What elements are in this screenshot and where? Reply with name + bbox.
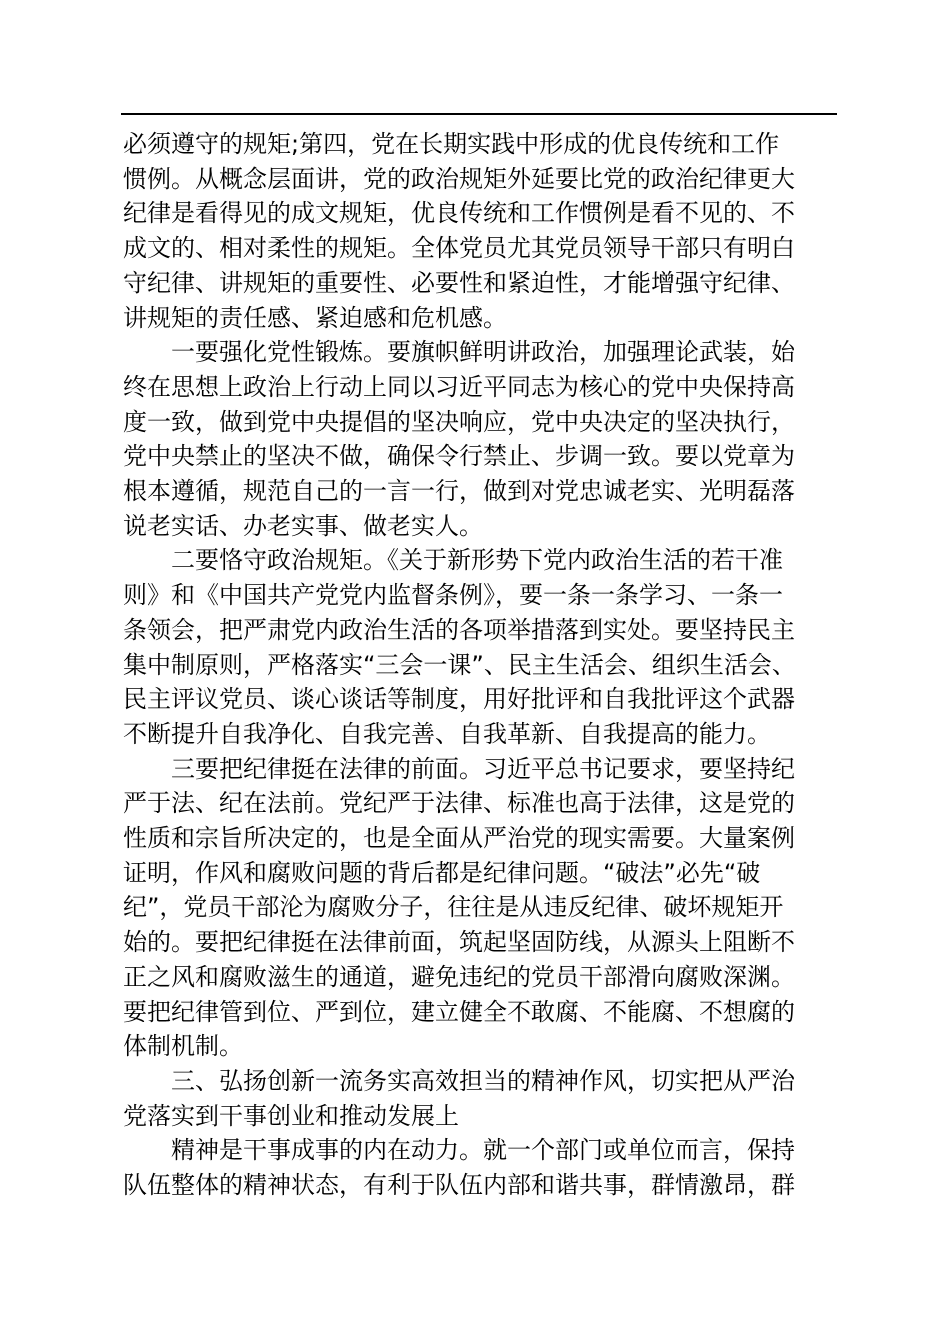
- text-line: 党落实到干事创业和推动发展上: [123, 1101, 459, 1130]
- text-line: 证明，作风和腐败问题的背后都是纪律问题。“破法”必先“破: [123, 858, 761, 887]
- text-line: 必须遵守的规矩;第四，党在长期实践中形成的优良传统和工作: [123, 130, 780, 158]
- text-line: 队伍整体的精神状态，有利于队伍内部和谐共事，群情激昂，群: [123, 1171, 795, 1199]
- text-line: 终在思想上政治上行动上同以习近平同志为核心的党中央保持高: [123, 372, 795, 401]
- text-line: 度一致，做到党中央提倡的坚决响应，党中央决定的坚决执行，: [123, 407, 795, 436]
- text-line: 惯例。从概念层面讲，党的政治规矩外延要比党的政治纪律更大: [123, 164, 795, 193]
- text-line: 严于法、纪在法前。党纪严于法律、标准也高于法律，这是党的: [123, 789, 795, 818]
- text-line: 民主评议党员、谈心谈话等制度，用好批评和自我批评这个武器: [123, 685, 795, 714]
- text-line: 正之风和腐败滋生的通道，避免违纪的党员干部滑向腐败深渊。: [123, 962, 795, 991]
- text-line: 不断提升自我净化、自我完善、自我革新、自我提高的能力。: [123, 719, 771, 748]
- text-line: 讲规矩的责任感、紧迫感和危机感。: [123, 303, 507, 332]
- header-rule: [121, 113, 837, 115]
- text-line: 一要强化党性锻炼。要旗帜鲜明讲政治，加强理论武装，始: [171, 338, 795, 367]
- text-line: 纪律是看得见的成文规矩，优良传统和工作惯例是看不见的、不: [123, 199, 795, 228]
- text-line: 成文的、相对柔性的规矩。全体党员尤其党员领导干部只有明白: [123, 234, 795, 263]
- text-line: 精神是干事成事的内在动力。就一个部门或单位而言，保持: [171, 1136, 795, 1165]
- text-line: 条领会，把严肃党内政治生活的各项举措落到实处。要坚持民主: [123, 615, 795, 644]
- text-line: 三、弘扬创新一流务实高效担当的精神作风，切实把从严治: [171, 1066, 795, 1095]
- text-line: 体制机制。: [123, 1032, 243, 1061]
- text-line: 始的。要把纪律挺在法律前面，筑起坚固防线，从源头上阻断不: [123, 928, 795, 957]
- text-line: 要把纪律管到位、严到位，建立健全不敢腐、不能腐、不想腐的: [123, 997, 795, 1026]
- text-line: 则》和《中国共产党党内监督条例》，要一条一条学习、一条一: [123, 581, 783, 610]
- text-line: 性质和宗旨所决定的，也是全面从严治党的现实需要。大量案例: [123, 824, 795, 852]
- text-line: 说老实话、办老实事、做老实人。: [123, 511, 483, 540]
- text-line: 守纪律、讲规矩的重要性、必要性和紧迫性，才能增强守纪律、: [123, 268, 795, 297]
- text-line: 党中央禁止的坚决不做，确保令行禁止、步调一致。要以党章为: [123, 442, 795, 471]
- text-line: 三要把纪律挺在法律的前面。习近平总书记要求，要坚持纪: [171, 754, 795, 783]
- text-line: 纪”，党员干部沦为腐败分子，往往是从违反纪律、破坏规矩开: [123, 893, 784, 922]
- text-line: 根本遵循，规范自己的一言一行，做到对党忠诚老实、光明磊落: [123, 477, 795, 505]
- text-line: 二要恪守政治规矩。《关于新形势下党内政治生活的若干准: [171, 546, 783, 575]
- text-line: 集中制原则，严格落实“三会一课”、民主生活会、组织生活会、: [123, 650, 796, 679]
